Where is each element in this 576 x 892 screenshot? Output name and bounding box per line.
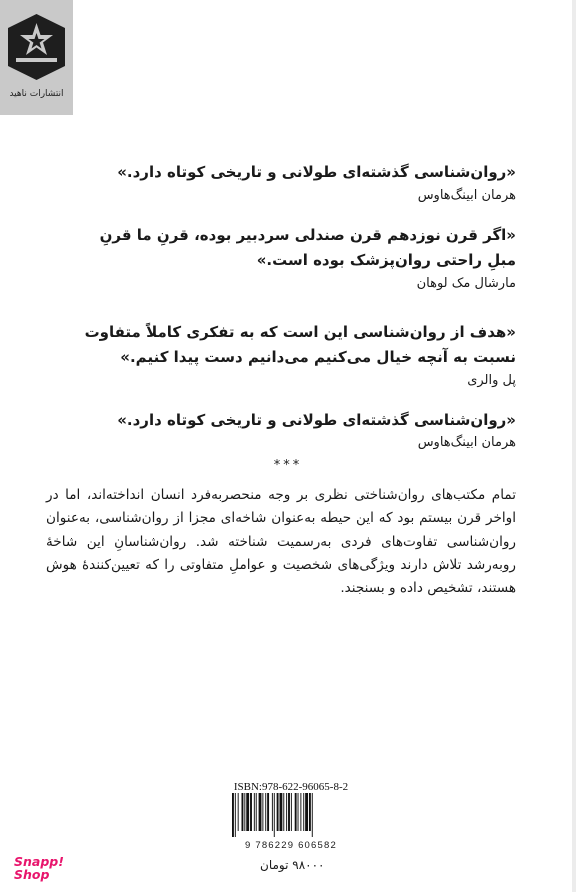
barcode-bars xyxy=(224,793,358,837)
price-label: ۹۸۰۰۰ تومان xyxy=(260,858,325,872)
publisher-name: انتشارات ناهید xyxy=(9,89,64,99)
star-logo-icon xyxy=(8,14,65,80)
watermark-line-1: Snapp! xyxy=(14,854,64,869)
quote-4: «روان‌شناسی گذشته‌ای طولانی و تاریخی کوتاه دارد.» xyxy=(117,411,516,429)
quote-4-author: هرمان ابینگ‌هاوس xyxy=(417,435,516,450)
quote-1: «روان‌شناسی گذشته‌ای طولانی و تاریخی کوتاه دارد.» xyxy=(117,163,516,181)
barcode xyxy=(224,781,358,855)
body-paragraph: تمام مکتب‌های روان‌شناختی نظری بر وجه منحصربه‌فرد انسان انداخته‌اند، اما در اواخر قرن بیستم بود که این حیطه به‌عنوان شاخه‌ای مجزا از روان‌شناسی، به‌عنوان روان‌شناسی تفاوت‌های فردی به‌رسمیت شناخته شد. روان‌شناسانِ این شاخهٔ روبه‌رشد تلاش دارند ویژگی‌های شخصیت و عواملِ متفاوتی را که تعیین‌کنندهٔ هوش هستند، تشخیص داده و بسنجند. xyxy=(46,487,516,597)
watermark-line-2: Shop xyxy=(14,867,50,882)
barcode-digits: 9 786229 606582 xyxy=(245,840,337,851)
page-edge xyxy=(572,0,576,892)
quote-2: «اگر قرن نوزدهم قرن صندلی سردبیر بوده، قرنِ ما قرنِ مبلِ راحتی روان‌پزشک بوده است.» xyxy=(99,226,516,269)
quote-3: «هدف از روان‌شناسی این است که به تفکری کاملاً متفاوت نسبت به آنچه خیال می‌کنیم می‌دانیم دست پیدا کنیم.» xyxy=(84,323,516,366)
quote-1-author: هرمان ابینگ‌هاوس xyxy=(417,188,516,203)
quote-3-author: پل والری xyxy=(467,373,516,388)
snapp-shop-watermark xyxy=(14,855,74,881)
publisher-logo-block xyxy=(0,0,73,115)
section-separator: *** xyxy=(273,458,303,473)
quote-2-author: مارشال مک لوهان xyxy=(416,276,516,291)
isbn-text: ISBN:978-622-96065-8-2 xyxy=(233,781,349,793)
